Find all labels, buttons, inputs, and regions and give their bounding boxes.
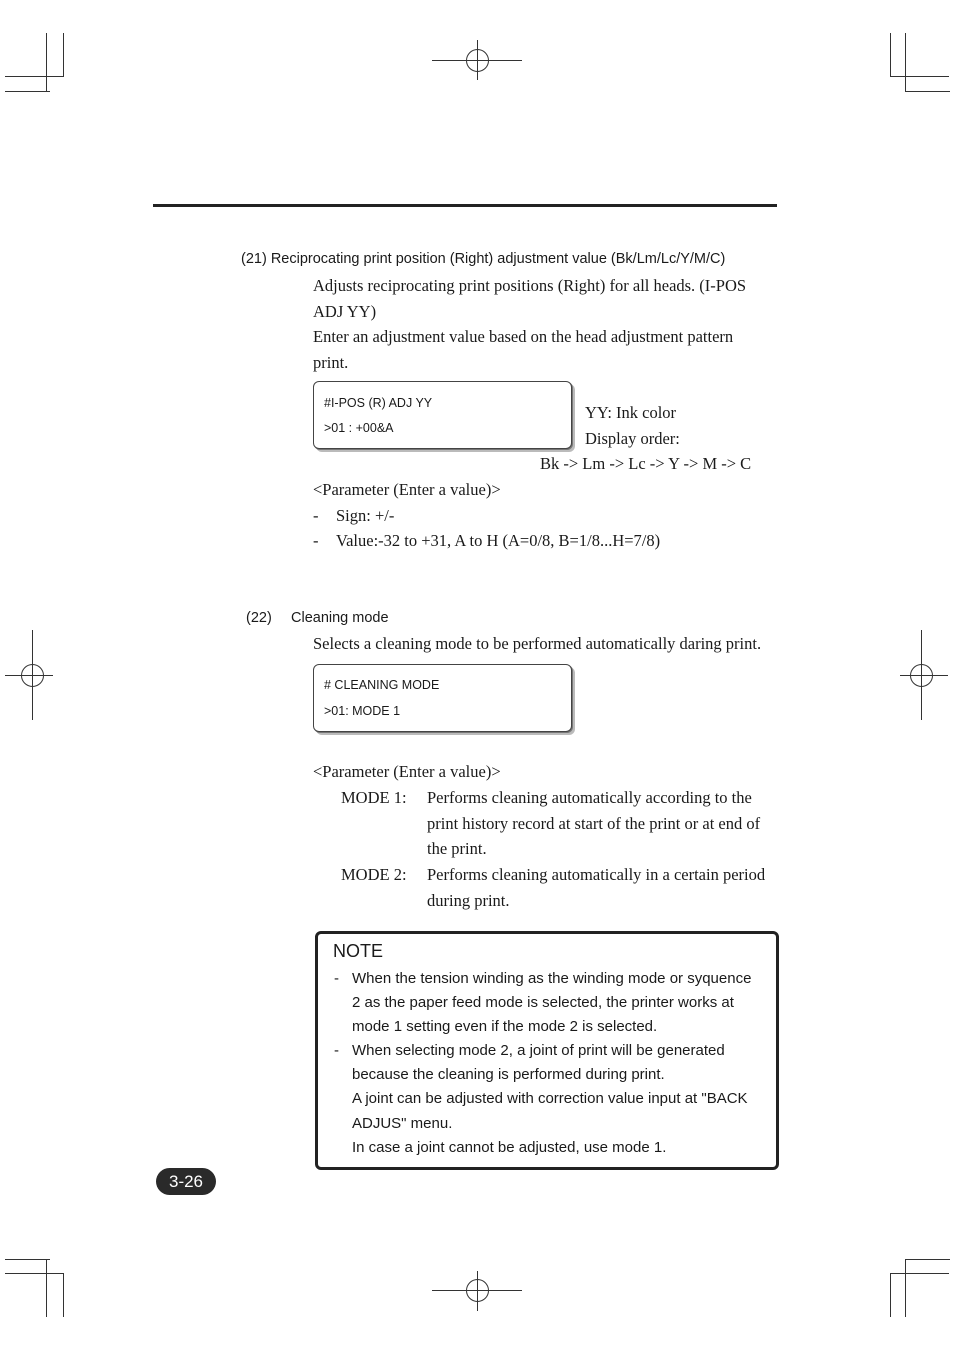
note-bullet-2: -: [334, 1042, 339, 1059]
cleaning-mode-lcd-display: [313, 664, 572, 732]
display-order: Bk -> Lm -> Lc -> Y -> M -> C: [540, 454, 752, 473]
section-21-param-header: <Parameter (Enter a value)>: [313, 480, 501, 499]
section-21-heading: (21) Reciprocating print position (Right) adjustment value (Bk/Lm/Lc/Y/M/C): [241, 251, 726, 267]
lcd-line-2: >01 : +00&A: [324, 421, 394, 435]
header-rule: [153, 204, 777, 207]
lcd-line-1: #I-POS (R) ADJ YY: [324, 396, 433, 410]
param-value-bullet: -: [313, 531, 319, 550]
section-22-title: Cleaning mode: [291, 610, 389, 626]
section-22-number: (22): [246, 610, 272, 626]
note-item-2: When selecting mode 2, a joint of print will be generated because the cleaning is performed during print. A joint can be adjusted with correction value input at "BACK ADJUS" menu. In case a joint cannot be adjusted, use mode 1.: [352, 1042, 748, 1156]
section-21-paragraph-1: Adjusts reciprocating print positions (Right) for all heads. (I-POS ADJ YY): [313, 276, 747, 321]
mode-2-label: MODE 2:: [341, 865, 407, 884]
yy-ink-color-note: YY: Ink color: [585, 403, 677, 422]
mode-1-label: MODE 1:: [341, 788, 407, 807]
param-sign-bullet: -: [313, 506, 319, 525]
mode-2-description: Performs cleaning automatically in a certain period during print.: [427, 865, 766, 910]
section-21-paragraph-2: Enter an adjustment value based on the head adjustment pattern print.: [313, 327, 734, 372]
note-bullet-1: -: [334, 970, 339, 987]
section-22-description: Selects a cleaning mode to be performed automatically daring print.: [313, 634, 762, 653]
param-sign: Sign: +/-: [336, 506, 395, 525]
note-box: [315, 931, 779, 1170]
param-value: Value:-32 to +31, A to H (A=0/8, B=1/8...H=7/8): [336, 531, 661, 550]
note-item-1: When the tension winding as the winding mode or syquence 2 as the paper feed mode is selected, the printer works at mode 1 setting even if the mode 2 is selected.: [352, 970, 752, 1036]
page-number-badge: 3-26: [156, 1168, 216, 1195]
lcd-line-2: >01: MODE 1: [324, 704, 401, 718]
mode-1-description: Performs cleaning automatically according to the print history record at start of the print or at end of the print.: [427, 788, 761, 858]
display-order-label: Display order:: [585, 429, 680, 448]
ipos-lcd-display: [313, 381, 572, 449]
note-title: NOTE: [333, 941, 384, 961]
section-22-param-header: <Parameter (Enter a value)>: [313, 762, 501, 781]
lcd-line-1: # CLEANING MODE: [324, 678, 440, 692]
